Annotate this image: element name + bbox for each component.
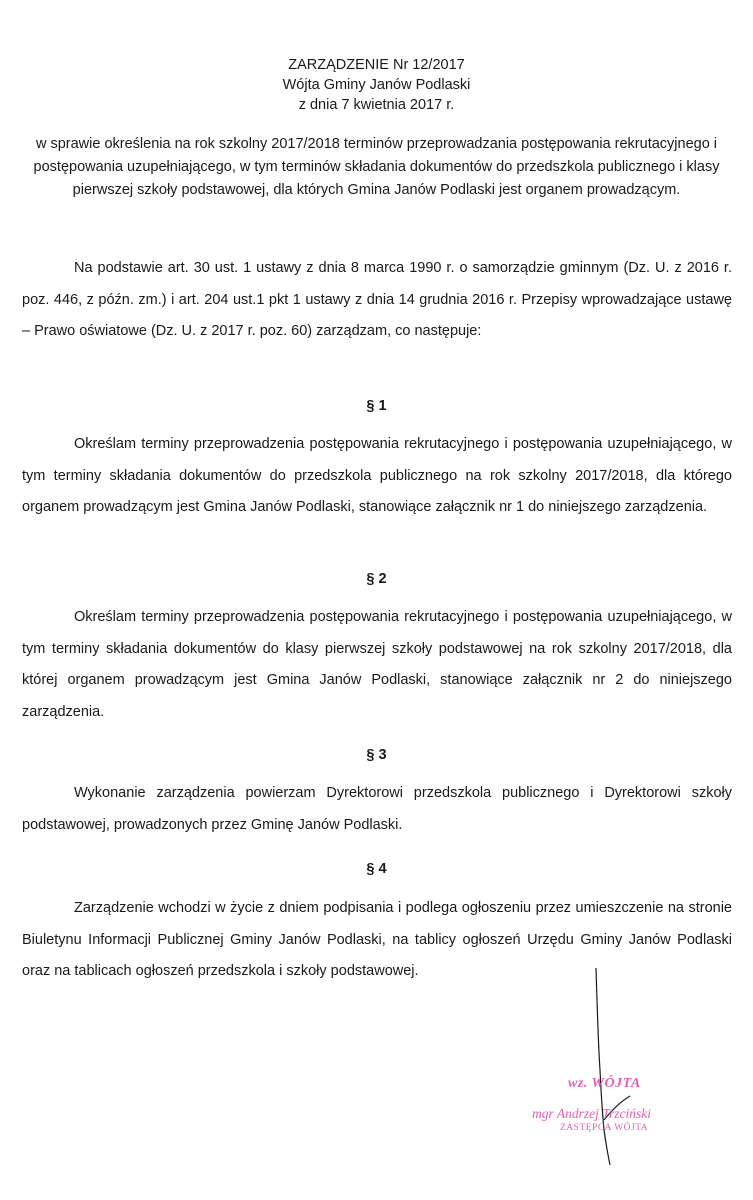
stamp-line-3: ZASTĘPCA WÓJTA <box>560 1123 649 1133</box>
section-4-text: Zarządzenie wchodzi w życie z dniem podpisania i podlega ogłoszeniu przez umieszczenie na stronie Biuletynu Informacji Publicznej Gminy Janów Podlaski, na tablicy ogłoszeń Urzędu Gminy Janów Podlaski oraz na tablicach ogłoszeń przedszkola i szkoły podstawowej. <box>22 900 732 979</box>
handwritten-signature <box>560 960 640 1170</box>
section-1-heading: § 1 <box>366 398 387 414</box>
section-2-heading: § 2 <box>366 571 387 587</box>
section-3-paragraph <box>22 778 732 841</box>
document-title: ZARZĄDZENIE Nr 12/2017 <box>288 57 465 73</box>
document-header <box>0 55 753 115</box>
section-2-text: Określam terminy przeprowadzenia postępowania rekrutacyjnego i postępowania uzupełniającego, w tym terminy składania dokumentów do klasy pierwszej szkoły podstawowej na rok szkolny 2017/2018, dla której organem prowadzącym jest Gmina Janów Podlaski, stanowiące załącznik nr 2 do niniejszego zarządzenia. <box>22 609 732 720</box>
section-1-text: Określam terminy przeprowadzenia postępowania rekrutacyjnego i postępowania uzupełniającego, w tym terminy składania dokumentów do przedszkola publicznego na rok szkolny 2017/2018, dla którego organem prowadzącym jest Gmina Janów Podlaski, stanowiące załącznik nr 1 do niniejszego zarządzenia. <box>22 436 732 515</box>
document-subject: w sprawie określenia na rok szkolny 2017/2018 terminów przeprowadzania postępowania rekrutacyjnego i postępowania uzupełniającego, w tym terminów składania dokumentów do przedszkola publicznego i klasy pierwszej szkoły podstawowej, dla których Gmina Janów Podlaski jest organem prowadzącym. <box>33 136 720 198</box>
section-4-heading: § 4 <box>366 861 387 877</box>
stamp-line-1: wz. WÓJTA <box>568 1076 641 1091</box>
preamble-paragraph <box>22 253 732 348</box>
document-issuer: Wójta Gminy Janów Podlaski <box>282 77 471 93</box>
section-2-paragraph <box>22 602 732 728</box>
stamp-line-2: mgr Andrzej Trzciński <box>532 1106 652 1121</box>
document-date: z dnia 7 kwietnia 2017 r. <box>298 97 455 113</box>
section-1-paragraph <box>22 429 732 524</box>
preamble-text: Na podstawie art. 30 ust. 1 ustawy z dnia 8 marca 1990 r. o samorządzie gminnym (Dz. U. z 2016 r. poz. 446, z późn. zm.) i art. 204 ust.1 pkt 1 ustawy z dnia 14 grudnia 2016 r. Przepisy wprowadzające ustawę – Prawo oświatowe (Dz. U. z 2017 r. poz. 60) zarządzam, co następuje: <box>22 260 732 339</box>
section-3-heading: § 3 <box>366 747 387 763</box>
section-3-text: Wykonanie zarządzenia powierzam Dyrektorowi przedszkola publicznego i Dyrektorowi szkoły podstawowej, prowadzonych przez Gminę Janów Podlaski. <box>22 785 732 833</box>
